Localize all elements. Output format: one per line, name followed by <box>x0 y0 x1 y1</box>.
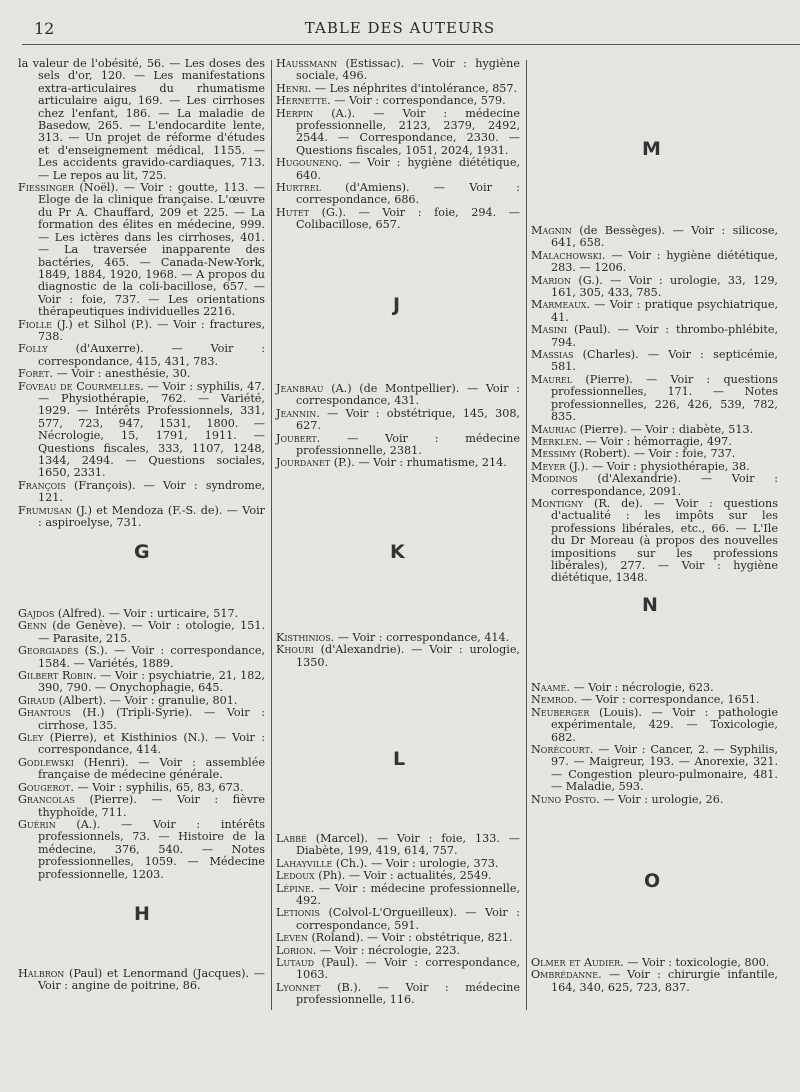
column-1 <box>18 58 265 529</box>
index-entry: François (François). — Voir : syndrome, 121. <box>18 478 265 505</box>
index-entry: Massias (Charles). — Voir : septicémie, 581. <box>531 348 778 374</box>
index-entry: Fiessinger (Noël). — Voir : goutte, 113. — Eloge de la clinique française. L'œuvre du Pr A. Chauffard, 209 et 225. — La formation des élites en médecine, 999. — Les ictères dans les cirrhoses, 401. — La traversée inapparente des bactéries, 465. — Canada-New-York, 1849, 1884, 1920, 1968. — A propos du diagnostic de la coli-bacillose, 657. — Voir : foie, 737. — Les orientations thérapeutiques individuelles 2216. <box>18 181 265 319</box>
index-entry: Gley (Pierre), et Kisthinios (N.). — Voir : correspondance, 414. <box>18 731 265 757</box>
index-entry: Foveau de Courmelles. — Voir : syphilis, 47. — Physiothérapie, 762. — Variété, 1929. — Intérêts Professionnels, 331, 577, 723, 947, 1531, 1800. — Nécrologie, 15, 1791, 1911. — Questions fiscales, 333, 1107, 1248, 1344, 2494. — Questions sociales, 1650, 2331. <box>18 379 265 480</box>
index-entry: Olmer et Audier. — Voir : toxicologie, 800. <box>531 956 770 969</box>
index-entry: Joubert. — Voir : médecine professionnelle, 2381. <box>276 431 520 458</box>
index-entry: Kisthinios. — Voir : correspondance, 414. <box>276 631 510 644</box>
index-entry: Malachowski. — Voir : hygiène diététique, 283. — 1206. <box>531 248 778 275</box>
section-j <box>276 383 520 470</box>
index-entry: Gougerot. — Voir : syphilis, 65, 83, 673. <box>18 780 244 794</box>
index-entry: Ledoux (Ph). — Voir : actualités, 2549. <box>276 869 492 883</box>
index-entry: Marion (G.). — Voir : urologie, 33, 129, 161, 305, 433, 785. <box>531 273 778 300</box>
index-entry: Godlewski (Henri). — Voir : assemblée française de médecine générale. <box>18 755 265 782</box>
section-l <box>276 833 520 1007</box>
section-letter-h: H <box>134 903 150 925</box>
page-number: 12 <box>34 19 55 38</box>
section-letter-m: M <box>642 138 661 160</box>
index-entry: Gajdos (Alfred). — Voir : urticaire, 517. <box>18 607 239 620</box>
index-entry: Hutet (G.). — Voir : foie, 294. — Colibacillose, 657. <box>276 205 520 232</box>
index-entry: Messimy (Robert). — Voir : foie, 737. <box>531 447 736 461</box>
index-entry: Fiolle (J.) et Silhol (P.). — Voir : fractures, 738. <box>18 317 265 343</box>
column-divider-2 <box>526 60 527 1010</box>
index-entry: Herpin (A.). — Voir : médecine professionnelle, 2123, 2379, 2492, 2544. — Correspondance, 2330. — Questions fiscales, 1051, 2024, 1931. <box>276 106 520 157</box>
index-entry: Maurel (Pierre). — Voir : questions professionnelles, 171. — Notes professionnelles, 226, 426, 539, 782, 835. <box>531 372 778 424</box>
index-entry: Lutaud (Paul). — Voir : correspondance, 1063. <box>276 956 520 982</box>
index-entry: Khouri (d'Alexandrie). — Voir : urologie, 1350. <box>276 643 520 669</box>
index-entry: Merklen. — Voir : hémorragie, 497. <box>531 434 732 448</box>
index-entry: Hernette. — Voir : correspondance, 579. <box>276 94 506 108</box>
index-entry: la valeur de l'obésité, 56. — Les doses des sels d'or, 120. — Les manifestations extra-articulaires du rhumatisme articulaire aigu, 169. — Les cirrhoses chez l'enfant, 186. — La maladie de Basedow, 265. — L'endocardite lente, 313. — Un projet de réforme d'études et d'enseignement médical, 1155. — Les accidents gravido-cardiaques, 713. — Le repos au lit, 725. <box>18 57 265 182</box>
index-entry: Grancolas (Pierre). — Voir : fièvre thyphoïde, 711. <box>18 793 265 819</box>
index-entry: Georgiadès (S.). — Voir : correspondance, 1584. — Variétés, 1889. <box>18 644 265 670</box>
index-entry: Haussmann (Estissac). — Voir : hygiène sociale, 496. <box>276 57 520 83</box>
index-entry: Modinos (d'Alexandrie). — Voir : correspondance, 2091. <box>531 472 778 498</box>
index-entry: Nuno Posto. — Voir : urologie, 26. <box>531 792 724 806</box>
section-o <box>531 957 778 994</box>
index-entry: Jourdanet (P.). — Voir : rhumatisme, 214. <box>276 456 507 470</box>
index-entry: Ghantous (H.) (Tripli-Syrie). — Voir : cirrhose, 135. <box>18 706 265 732</box>
index-entry: Folly (d'Auxerre). — Voir : correspondance, 415, 431, 783. <box>18 342 265 368</box>
section-k <box>276 632 520 669</box>
top-rule <box>22 44 800 45</box>
index-entry: Hurtrel (d'Amiens). — Voir : correspondance, 686. <box>276 181 520 207</box>
index-entry: Guérin (A.). — Voir : intérêts professionnels, 73. — Histoire de la médecine, 376, 540. — Notes professionnelles, 1059. — Médecine professionnelle, 1203. <box>18 817 265 881</box>
index-entry: Magnin (de Bessèges). — Voir : silicose, 641, 658. <box>531 224 778 250</box>
index-entry: Labbé (Marcel). — Voir : foie, 133. — Diabète, 199, 419, 614, 757. <box>276 832 520 858</box>
index-entry: Masini (Paul). — Voir : thrombo-phlébite, 794. <box>531 323 778 349</box>
index-entry: Meyer (J.). — Voir : physiothérapie, 38. <box>531 459 750 473</box>
section-letter-g: G <box>134 541 150 563</box>
index-entry: Jeanbrau (A.) (de Montpellier). — Voir : correspondance, 431. <box>276 382 520 408</box>
index-entry: Genn (de Genève). — Voir : otologie, 151. — Parasite, 215. <box>18 619 265 645</box>
section-g <box>18 608 265 881</box>
index-entry: Lahayville (Ch.). — Voir : urologie, 373. <box>276 856 499 870</box>
index-entry: Lyonnet (B.). — Voir : médecine professionnelle, 116. <box>276 980 520 1007</box>
index-entry: Ombrédanne. — Voir : chirurgie infantile, 164, 340, 625, 723, 837. <box>531 968 778 994</box>
index-entry: Mauriac (Pierre). — Voir : diabète, 513. <box>531 422 754 436</box>
index-entry: Gilbert Robin. — Voir : psychiatrie, 21, 182, 390, 790. — Onychophagie, 645. <box>18 669 265 695</box>
index-entry: Lorion. — Voir : nécrologie, 223. <box>276 943 461 957</box>
column-divider-1 <box>271 60 272 1010</box>
section-h <box>18 968 265 993</box>
index-entry: Marmeaux. — Voir : pratique psychiatrique, 41. <box>531 298 778 324</box>
index-entry: Jeannin. — Voir : obstétrique, 145, 308, 627. <box>276 406 520 433</box>
index-entry: Montigny (R. de). — Voir : questions d'actualité : les impôts sur les professions libérales, etc., 66. — L'Ile du Dr Moreau (à propos des nouvelles impositions sur les professions libérales), 277. — Voir : hygiène diététique, 1348. <box>531 496 778 585</box>
section-m <box>531 225 778 585</box>
index-entry: Henri. — Les néphrites d'intolérance, 857. <box>276 81 518 95</box>
index-entry: Letionis (Colvol-L'Orgueilleux). — Voir : correspondance, 591. <box>276 906 520 932</box>
index-entry: Frumusan (J.) et Mendoza (F.-S. de). — Voir : aspiroelyse, 731. <box>18 503 265 530</box>
section-letter-j: J <box>393 294 401 316</box>
index-entry: Naamé. — Voir : nécrologie, 623. <box>531 681 714 694</box>
index-entry: Nemrod. — Voir : correspondance, 1651. <box>531 693 760 707</box>
index-entry: Leven (Roland). — Voir : obstétrique, 821. <box>276 931 513 945</box>
index-entry: Lépine. — Voir : médecine professionnelle, 492. <box>276 881 520 908</box>
index-entry: Foret. — Voir : anesthésie, 30. <box>18 367 191 381</box>
section-n <box>531 682 778 806</box>
index-entry: Norécourt. — Voir : Cancer, 2. — Syphilis, 97. — Maigreur, 193. — Anorexie, 321. — Congestion pleuro-pulmonaire, 481. — Maladie, 593. <box>531 743 778 794</box>
index-entry: Neuberger (Louis). — Voir : pathologie expérimentale, 429. — Toxicologie, 682. <box>531 705 778 744</box>
index-entry: Giraud (Albert). — Voir : granulie, 801. <box>18 693 238 707</box>
index-entry: Halbron (Paul) et Lenormand (Jacques). — Voir : angine de poitrine, 86. <box>18 967 265 993</box>
section-letter-o: O <box>644 870 661 892</box>
section-letter-n: N <box>642 594 658 616</box>
section-letter-l: L <box>393 748 406 770</box>
column-2 <box>276 58 520 232</box>
index-entry: Hugounenq. — Voir : hygiène diététique, 640. <box>276 156 520 182</box>
section-letter-k: K <box>390 541 405 563</box>
running-title: TABLE DES AUTEURS <box>304 19 496 37</box>
